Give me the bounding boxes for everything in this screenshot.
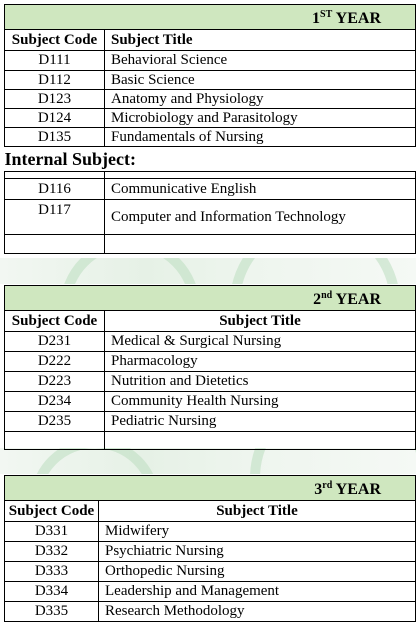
subject-code: D335 bbox=[5, 602, 99, 622]
subject-title: Microbiology and Parasitology bbox=[105, 109, 416, 128]
subject-code: D117 bbox=[5, 200, 105, 235]
year2-header-row bbox=[5, 311, 416, 332]
empty-row bbox=[5, 235, 416, 254]
subject-title: Pediatric Nursing bbox=[105, 412, 416, 432]
table-row bbox=[5, 332, 416, 352]
subject-title: Psychiatric Nursing bbox=[99, 542, 416, 562]
table-row bbox=[5, 522, 416, 542]
subject-code: D332 bbox=[5, 542, 99, 562]
subject-code: D116 bbox=[5, 179, 105, 200]
table-row bbox=[5, 582, 416, 602]
subject-title: Communicative English bbox=[105, 179, 416, 200]
header-subject-title: Subject Title bbox=[105, 311, 416, 332]
subject-code: D331 bbox=[5, 522, 99, 542]
spacer-row bbox=[5, 172, 416, 179]
table-row bbox=[5, 412, 416, 432]
year1-heading: 1ST YEAR bbox=[5, 5, 416, 30]
header-subject-title: Subject Title bbox=[99, 501, 416, 522]
subject-code: D111 bbox=[5, 51, 105, 71]
header-subject-code: Subject Code bbox=[5, 311, 105, 332]
table-row bbox=[5, 200, 416, 235]
year3-header-row bbox=[5, 501, 416, 522]
table-row bbox=[5, 179, 416, 200]
subject-code: D222 bbox=[5, 352, 105, 372]
subject-code: D124 bbox=[5, 109, 105, 128]
table-row bbox=[5, 602, 416, 622]
subject-code: D135 bbox=[5, 128, 105, 147]
internal-subject-label: Internal Subject: bbox=[5, 147, 416, 172]
subject-title: Pharmacology bbox=[105, 352, 416, 372]
subject-code: D333 bbox=[5, 562, 99, 582]
subject-title: Fundamentals of Nursing bbox=[105, 128, 416, 147]
table-row bbox=[5, 352, 416, 372]
table-row bbox=[5, 372, 416, 392]
year2-table bbox=[4, 285, 416, 450]
table-row bbox=[5, 90, 416, 109]
subject-title: Orthopedic Nursing bbox=[99, 562, 416, 582]
year1-header-row bbox=[5, 30, 416, 51]
subject-code: D112 bbox=[5, 71, 105, 90]
subject-title: Behavioral Science bbox=[105, 51, 416, 71]
year3-table bbox=[4, 475, 416, 622]
subject-code: D235 bbox=[5, 412, 105, 432]
year2-heading: 2nd YEAR bbox=[5, 286, 416, 311]
subject-title: Leadership and Management bbox=[99, 582, 416, 602]
table-row bbox=[5, 128, 416, 147]
year3-heading: 3rd YEAR bbox=[5, 476, 416, 501]
subject-code: D334 bbox=[5, 582, 99, 602]
subject-title: Midwifery bbox=[99, 522, 416, 542]
header-subject-code: Subject Code bbox=[5, 30, 105, 51]
empty-row bbox=[5, 432, 416, 450]
table-row bbox=[5, 71, 416, 90]
subject-title: Medical & Surgical Nursing bbox=[105, 332, 416, 352]
subject-title: Research Methodology bbox=[99, 602, 416, 622]
subject-title: Anatomy and Physiology bbox=[105, 90, 416, 109]
table-row bbox=[5, 109, 416, 128]
subject-code: D123 bbox=[5, 90, 105, 109]
subject-code: D231 bbox=[5, 332, 105, 352]
table-row bbox=[5, 542, 416, 562]
subject-code: D223 bbox=[5, 372, 105, 392]
subject-title: Nutrition and Dietetics bbox=[105, 372, 416, 392]
table-row bbox=[5, 562, 416, 582]
subject-title: Basic Science bbox=[105, 71, 416, 90]
subject-title: Community Health Nursing bbox=[105, 392, 416, 412]
header-subject-title: Subject Title bbox=[105, 30, 416, 51]
table-row bbox=[5, 392, 416, 412]
subject-title: Computer and Information Technology bbox=[105, 200, 416, 235]
header-subject-code: Subject Code bbox=[5, 501, 99, 522]
table-row bbox=[5, 51, 416, 71]
watermark-band bbox=[0, 258, 416, 284]
year1-table bbox=[4, 4, 416, 254]
subject-code: D234 bbox=[5, 392, 105, 412]
watermark-band bbox=[0, 448, 416, 474]
